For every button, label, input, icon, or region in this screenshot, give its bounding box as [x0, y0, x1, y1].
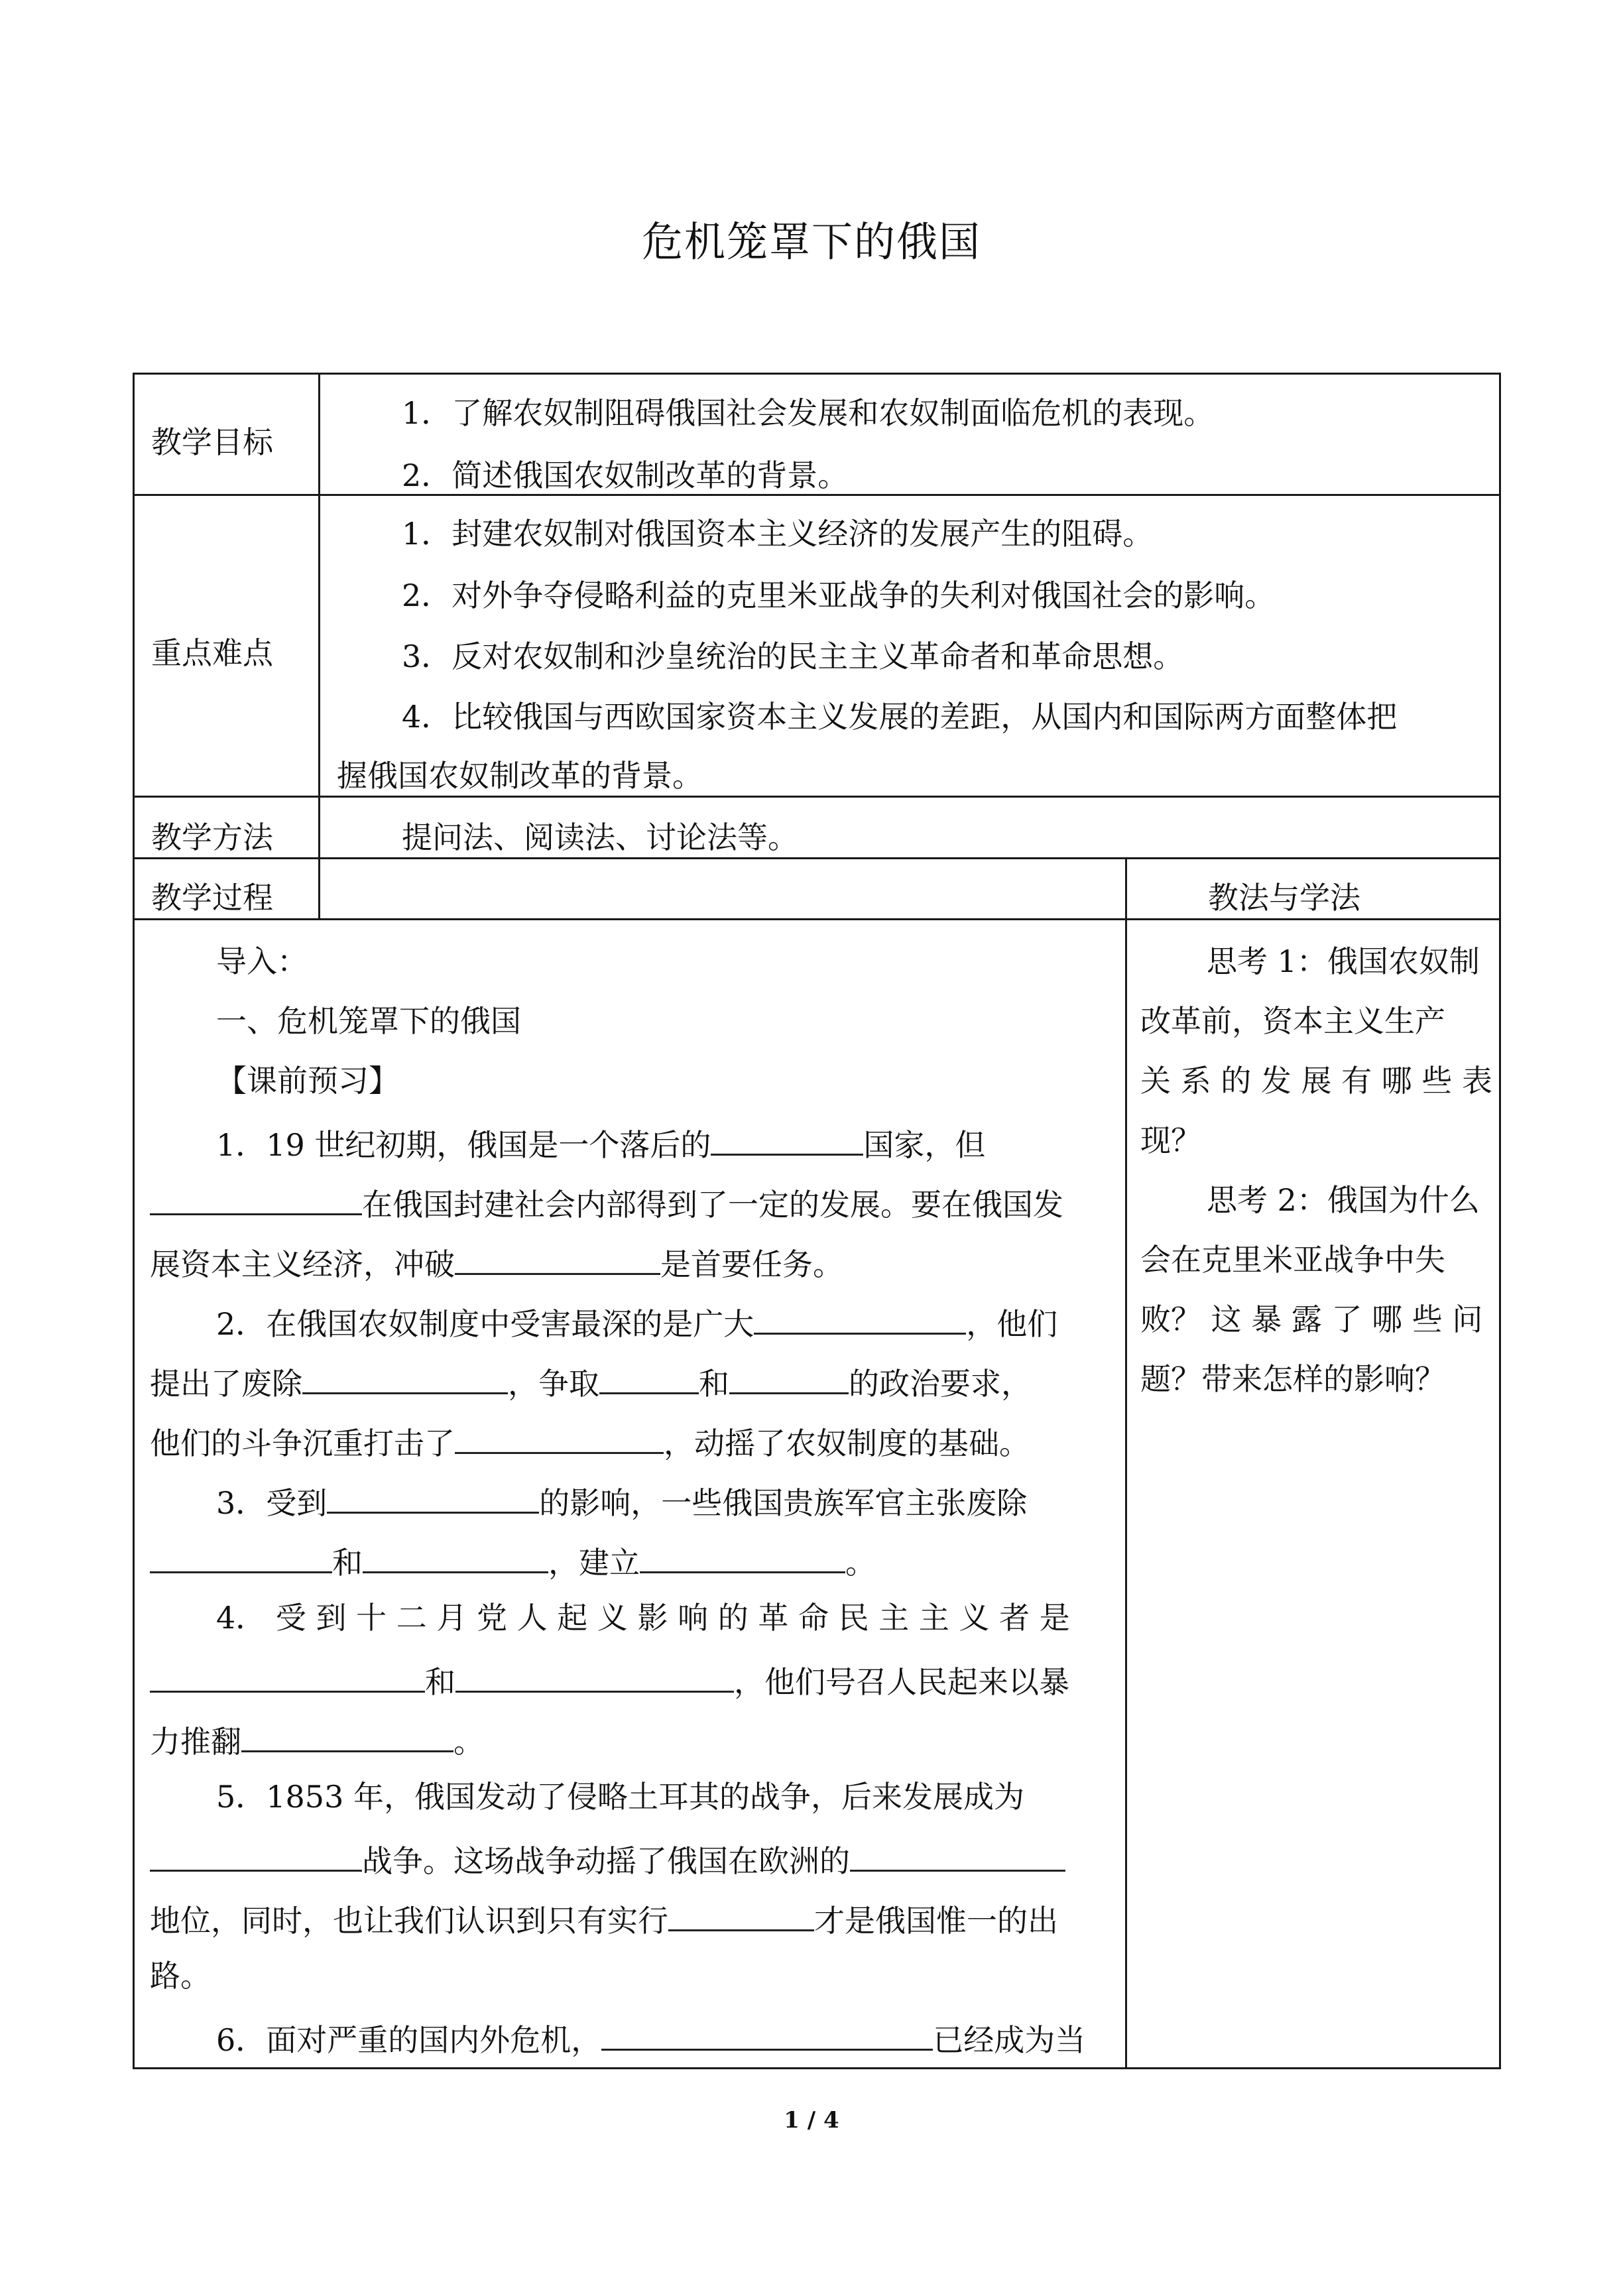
text: 是首要任务。 [660, 1246, 843, 1282]
question-5-line: 5．1853 年，俄国发动了侵略土耳其的战争，后来发展成为 [216, 1779, 1024, 1815]
key-point-item: 握俄国农奴制改革的背景。 [337, 758, 703, 794]
key-point-item: 2．对外争夺侵略利益的克里米亚战争的失利对俄国社会的影响。 [402, 577, 1276, 613]
key-point-item: 3．反对农奴制和沙皇统治的民主主义革命者和革命思想。 [402, 638, 1184, 674]
label-key-points: 重点难点 [151, 635, 273, 671]
text: 地位，同时，也让我们认识到只有实行 [150, 1903, 668, 1939]
text: 6．面对严重的国内外危机， [216, 2022, 602, 2058]
text: ，他们 [966, 1306, 1058, 1342]
fill-blank[interactable] [668, 1896, 814, 1931]
fill-blank[interactable] [455, 1240, 660, 1275]
fill-blank[interactable] [711, 1120, 863, 1156]
fill-blank[interactable] [327, 1479, 539, 1514]
question-1-line [150, 1180, 1063, 1225]
question-5-line [150, 1896, 1058, 1941]
fill-blank[interactable] [599, 1359, 699, 1394]
row-divider [133, 918, 1501, 920]
key-point-item: 4．比较俄国与西欧国家资本主义发展的差距，从国内和国际两方面整体把 [402, 699, 1398, 735]
text: 的影响，一些俄国贵族军官主张废除 [539, 1485, 1028, 1521]
side-header: 教法与学法 [1208, 880, 1360, 916]
text: 才是俄国惟一的出 [814, 1903, 1058, 1939]
table-border-left [133, 373, 135, 2069]
objective-item: 2．简述俄国农奴制改革的背景。 [402, 457, 849, 493]
question-2-line [150, 1359, 1032, 1404]
section-heading: 一、危机笼罩下的俄国 [216, 1003, 521, 1039]
key-point-item: 1．封建农奴制对俄国资本主义经济的发展产生的阻碍。 [402, 516, 1154, 552]
fill-blank[interactable] [150, 1658, 425, 1693]
row-divider [133, 796, 1501, 798]
fill-blank[interactable] [150, 1538, 332, 1573]
text: 他们的斗争沉重打击了 [150, 1425, 455, 1461]
page-number: 1 / 4 [784, 2107, 839, 2134]
label-methods: 教学方法 [151, 819, 273, 855]
think-2-box [1140, 1170, 1498, 1409]
label-objectives: 教学目标 [151, 424, 273, 460]
table-border-right [1499, 373, 1501, 2069]
fill-blank[interactable] [754, 1299, 966, 1335]
text: 和 [332, 1545, 363, 1581]
question-5-line: 路。 [150, 1958, 211, 1994]
question-4-line: 4． 受 到 十 二 月 党 人 起 义 影 响 的 革 命 民 主 主 义 者 是 [216, 1600, 1070, 1636]
think-1-line: 思考 1：俄国农奴制 [1207, 943, 1480, 979]
text: ，建立 [548, 1545, 640, 1581]
fill-blank[interactable] [850, 1837, 1065, 1872]
fill-blank[interactable] [150, 1837, 362, 1872]
question-1-line [216, 1120, 985, 1165]
methods-text: 提问法、阅读法、讨论法等。 [402, 819, 798, 855]
text: ，动摇了农奴制度的基础。 [664, 1425, 1030, 1461]
text: 。 [453, 1724, 484, 1760]
think-1-box [1140, 932, 1498, 1170]
label-process: 教学过程 [151, 880, 273, 916]
table-border-top [133, 373, 1501, 375]
question-4-line [150, 1717, 484, 1762]
text: 力推翻 [150, 1724, 241, 1760]
think-1-line: 关 系 的 发 展 有 哪 些 表 [1140, 1063, 1492, 1099]
fill-blank[interactable] [363, 1538, 548, 1573]
question-3-line [150, 1538, 876, 1583]
question-2-line [150, 1419, 1030, 1463]
preview-heading: 【课前预习】 [216, 1063, 399, 1099]
question-3-line [216, 1479, 1027, 1523]
text: 。 [845, 1545, 876, 1581]
fill-blank[interactable] [241, 1717, 453, 1752]
question-1-line [150, 1240, 843, 1284]
text: 已经成为当 [933, 2022, 1086, 2058]
think-2-line: 会在克里米亚战争中失 [1140, 1242, 1445, 1278]
fill-blank[interactable] [729, 1359, 849, 1394]
text: 和 [425, 1664, 455, 1700]
text: 1．19 世纪初期，俄国是一个落后的 [216, 1127, 711, 1163]
think-2-line: 思考 2：俄国为什么 [1207, 1182, 1480, 1218]
page-title: 危机笼罩下的俄国 [641, 217, 981, 266]
fill-blank[interactable] [601, 2016, 933, 2051]
table-border-bottom [133, 2067, 1501, 2069]
text: ，争取 [508, 1366, 599, 1402]
text: 国家，但 [863, 1127, 986, 1163]
text: ，他们号召人民起来以暴 [734, 1664, 1069, 1700]
fill-blank[interactable] [640, 1538, 845, 1573]
text: 和 [699, 1366, 729, 1402]
text: 3．受到 [216, 1485, 328, 1521]
think-2-line: 题？带来怎样的影响？ [1140, 1361, 1445, 1397]
think-2-line: 败？ 这 暴 露 了 哪 些 问 [1140, 1301, 1483, 1337]
think-1-line: 现？ [1140, 1122, 1201, 1158]
think-1-line: 改革前，资本主义生产 [1140, 1003, 1445, 1039]
question-6-line [216, 2016, 1085, 2060]
question-2-line [216, 1299, 1057, 1344]
text: 提出了废除 [150, 1366, 302, 1402]
fill-blank[interactable] [455, 1419, 664, 1454]
text: 2．在俄国农奴制度中受害最深的是广大 [216, 1306, 754, 1342]
question-5-line [150, 1837, 1065, 1881]
fill-blank[interactable] [455, 1658, 734, 1693]
text: 在俄国封建社会内部得到了一定的发展。要在俄国发 [362, 1187, 1063, 1223]
row-divider [133, 857, 1501, 859]
intro-label: 导入： [216, 943, 308, 979]
text: 的政治要求， [849, 1366, 1032, 1402]
fill-blank[interactable] [302, 1359, 508, 1394]
side-column-divider [1125, 857, 1127, 2069]
question-4-line [150, 1658, 1069, 1702]
text: 战争。这场战争动摇了俄国在欧洲的 [362, 1843, 850, 1879]
text: 展资本主义经济，冲破 [150, 1246, 455, 1282]
objective-item: 1．了解农奴制阻碍俄国社会发展和农奴制面临危机的表现。 [402, 395, 1215, 431]
fill-blank[interactable] [150, 1180, 362, 1215]
